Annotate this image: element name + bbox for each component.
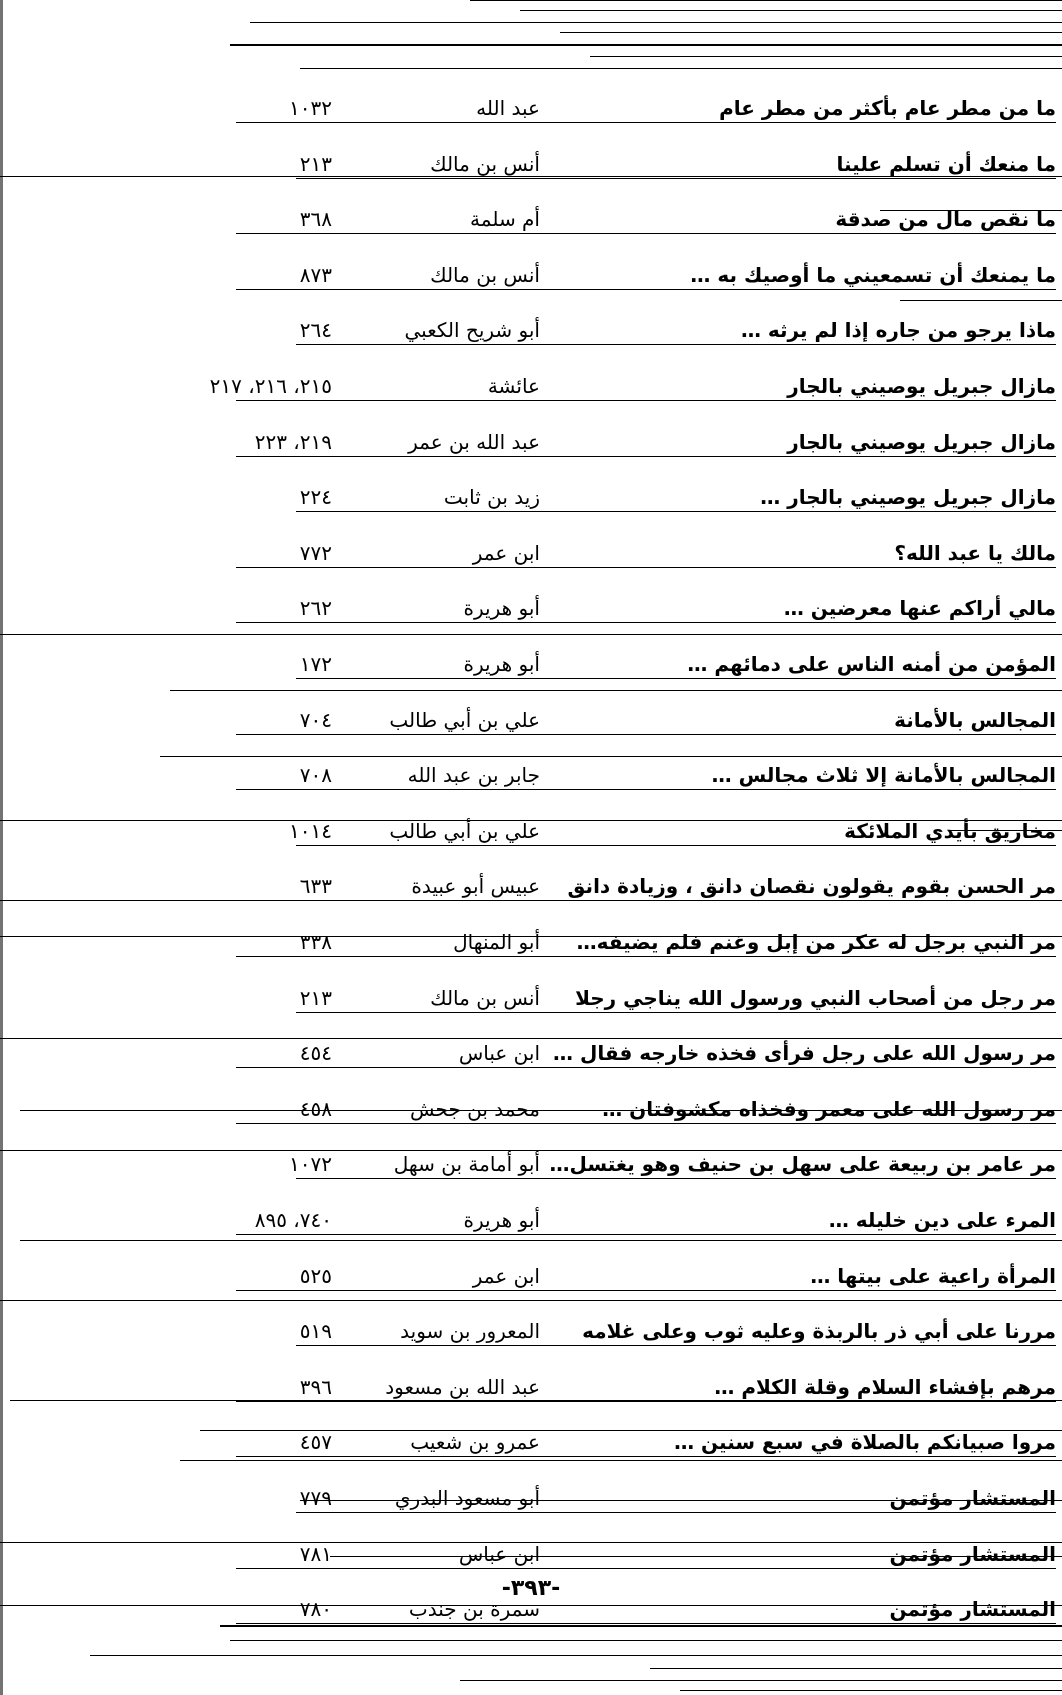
narrator-name: زيد بن ثابت — [443, 485, 540, 510]
hadith-text: مر رسول الله على معمر وفخذاه مكشوفتان … — [602, 1096, 1056, 1121]
reference-number: ٧٤٠، ٨٩٥ — [254, 1208, 332, 1232]
narrator-name: أنس بن مالك — [430, 262, 540, 287]
row-underline — [236, 122, 1056, 123]
reference-number: ٤٥٧ — [299, 1430, 332, 1455]
narrator-name: سمرة بن جندب — [408, 1597, 540, 1622]
scan-line — [680, 1690, 1062, 1691]
table-row — [0, 588, 1062, 628]
narrator-name: المعرور بن سويد — [400, 1319, 540, 1344]
narrator-name: علي بن أبي طالب — [389, 707, 540, 732]
narrator-name: عائشة — [487, 374, 540, 398]
row-underline — [296, 1012, 1056, 1013]
hadith-text: مالك يا عبد الله؟ — [894, 540, 1056, 565]
hadith-text: مخاريق بأيدي الملائكة — [844, 818, 1056, 843]
scan-line — [90, 1655, 1062, 1656]
row-underline — [236, 400, 1056, 401]
hadith-text: ماذا يرجو من جاره إذا لم يرثه … — [740, 318, 1056, 343]
reference-number: ٧٠٤ — [299, 707, 332, 732]
scan-line — [300, 68, 1062, 69]
narrator-name: عبيس أبو عبيدة — [411, 874, 540, 899]
hadith-text: مروا صبيانكم بالصلاة في سبع سنين … — [674, 1430, 1056, 1455]
reference-number: ٧٧٩ — [299, 1486, 332, 1510]
reference-number: ٥٢٥ — [299, 1263, 332, 1288]
hadith-text: المرء على دين خليله … — [828, 1208, 1056, 1232]
hadith-text: مر عامر بن ربيعة على سهل بن حنيف وهو يغتسل… — [549, 1152, 1056, 1177]
scan-line — [650, 1668, 1062, 1669]
scan-line — [230, 1640, 1062, 1641]
table-row — [0, 310, 1062, 350]
reference-number: ٢١٣ — [299, 985, 332, 1010]
hadith-text: مر رسول الله على رجل فرأى فخذه خارجه فقال … — [553, 1041, 1056, 1066]
scan-line — [250, 22, 1062, 23]
hadith-text: المؤمن من أمنه الناس على دمائهم … — [687, 652, 1056, 676]
reference-number: ٧٧٢ — [299, 540, 332, 565]
table-row — [0, 1478, 1062, 1518]
table-row — [0, 1033, 1062, 1073]
hadith-text: مازال جبريل يوصيني بالجار — [787, 429, 1056, 454]
scan-line — [460, 1680, 1062, 1681]
hadith-text: مرهم بإفشاء السلام وقلة الكلام … — [714, 1374, 1056, 1399]
page-number: -٣٩٣- — [501, 1576, 561, 1601]
reference-number: ١٧٢ — [299, 652, 332, 676]
table-row — [0, 1144, 1062, 1184]
table-row — [0, 1367, 1062, 1407]
row-underline — [236, 1290, 1056, 1291]
scan-line — [20, 1240, 1062, 1241]
row-underline — [236, 1401, 1056, 1402]
table-row — [0, 88, 1062, 128]
row-underline — [296, 1512, 1056, 1513]
table-row — [0, 700, 1062, 740]
row-underline — [236, 956, 1056, 957]
narrator-name: أبو هريرة — [463, 1208, 540, 1232]
scan-line — [560, 32, 1062, 33]
row-underline — [236, 622, 1056, 623]
narrator-name: علي بن أبي طالب — [389, 818, 540, 843]
row-underline — [296, 511, 1056, 512]
hadith-text: مازال جبريل يوصيني بالجار — [787, 374, 1056, 398]
narrator-name: أنس بن مالك — [430, 985, 540, 1010]
row-underline — [236, 567, 1056, 568]
reference-number: ٢١٣ — [299, 151, 332, 176]
row-underline — [236, 1568, 1056, 1569]
narrator-name: ابن عمر — [472, 1263, 540, 1288]
row-underline — [236, 1623, 1056, 1624]
scan-line — [900, 300, 1062, 301]
hadith-text: ما نقص مال من صدقة — [835, 207, 1056, 232]
row-underline — [296, 678, 1056, 679]
reference-number: ١٠١٤ — [289, 818, 332, 843]
reference-number: ٨٧٣ — [299, 262, 332, 287]
row-underline — [236, 900, 1056, 901]
row-underline — [236, 456, 1056, 457]
row-underline — [296, 1345, 1056, 1346]
row-underline — [236, 789, 1056, 790]
hadith-text: مالي أراكم عنها معرضين … — [783, 596, 1056, 621]
table-row — [0, 199, 1062, 239]
reference-number: ٢٦٤ — [299, 318, 332, 343]
table-row — [0, 422, 1062, 462]
scan-line — [0, 634, 1062, 635]
table-row — [0, 922, 1062, 962]
narrator-name: أم سلمة — [470, 207, 540, 232]
row-underline — [236, 1456, 1056, 1457]
hadith-text: مر النبي برجل له عكر من إبل وغنم فلم يضيفه… — [576, 930, 1056, 954]
hadith-text: مررنا على أبي ذر بالربذة وعليه ثوب وعلى غلامه — [582, 1319, 1056, 1344]
table-row — [0, 1422, 1062, 1462]
row-underline — [236, 734, 1056, 735]
hadith-text: مر رجل من أصحاب النبي ورسول الله يناجي رجلا — [575, 985, 1056, 1010]
reference-number: ٤٥٤ — [299, 1041, 332, 1066]
table-row — [0, 255, 1062, 295]
table-row — [0, 477, 1062, 517]
row-underline — [296, 178, 1056, 179]
hadith-text: مر الحسن بقوم يقولون نقصان دانق ، وزيادة دانق — [567, 874, 1056, 899]
scan-line — [470, 0, 1062, 1]
scan-line — [230, 44, 1062, 46]
reference-number: ٧٨١ — [299, 1541, 332, 1566]
reference-number: ٢٦٢ — [299, 596, 332, 621]
row-underline — [236, 289, 1056, 290]
hadith-text: المستشار مؤتمن — [889, 1541, 1056, 1566]
row-underline — [296, 1178, 1056, 1179]
table-row — [0, 1200, 1062, 1240]
narrator-name: عمرو بن شعيب — [410, 1430, 540, 1455]
reference-number: ٥١٩ — [299, 1319, 332, 1344]
narrator-name: عبد الله بن عمر — [408, 429, 540, 454]
reference-number: ٦٣٣ — [299, 874, 332, 899]
narrator-name: أنس بن مالك — [430, 151, 540, 176]
hadith-text: ما من مطر عام بأكثر من مطر عام — [719, 96, 1056, 120]
hadith-text: المجالس بالأمانة — [894, 707, 1056, 732]
hadith-text: المستشار مؤتمن — [889, 1597, 1056, 1622]
reference-number: ٤٥٨ — [299, 1096, 332, 1121]
hadith-text: ما يمنعك أن تسمعيني ما أوصيك به … — [690, 262, 1056, 287]
table-row — [0, 811, 1062, 851]
narrator-name: أبو أمامة بن سهل — [393, 1152, 540, 1177]
reference-number: ٧٨٠ — [299, 1597, 332, 1622]
narrator-name: أبو هريرة — [463, 596, 540, 621]
reference-number: ٢١٥، ٢١٦، ٢١٧ — [209, 374, 332, 398]
reference-number: ١٠٧٢ — [289, 1152, 332, 1177]
narrator-name: أبو شريح الكعبي — [404, 318, 540, 343]
narrator-name: ابن عباس — [458, 1541, 540, 1566]
hadith-text: المرأة راعية على بيتها … — [810, 1263, 1056, 1288]
row-underline — [236, 1067, 1056, 1068]
row-underline — [296, 845, 1056, 846]
narrator-name: أبو مسعود البدري — [394, 1486, 540, 1510]
table-row — [0, 1311, 1062, 1351]
scan-line — [0, 1300, 1062, 1301]
scan-line — [170, 690, 1062, 691]
narrator-name: أبو المنهال — [453, 930, 540, 954]
table-row — [0, 978, 1062, 1018]
table-row — [0, 1256, 1062, 1296]
narrator-name: عبد الله — [476, 96, 540, 120]
table-row — [0, 1534, 1062, 1574]
table-row — [0, 644, 1062, 684]
narrator-name: ابن عمر — [472, 540, 540, 565]
table-row — [0, 866, 1062, 906]
scan-line — [590, 56, 1062, 57]
row-underline — [236, 1234, 1056, 1235]
row-underline — [236, 1123, 1056, 1124]
table-row — [0, 1089, 1062, 1129]
hadith-text: المستشار مؤتمن — [889, 1486, 1056, 1510]
table-row — [0, 533, 1062, 573]
reference-number: ١٠٣٢ — [289, 96, 332, 120]
hadith-text: مازال جبريل يوصيني بالجار … — [760, 485, 1056, 510]
reference-number: ٣٣٨ — [299, 930, 332, 954]
narrator-name: جابر بن عبد الله — [407, 763, 540, 788]
reference-number: ٢٢٤ — [299, 485, 332, 510]
hadith-text: ما منعك أن تسلم علينا — [836, 151, 1056, 176]
reference-number: ٧٠٨ — [299, 763, 332, 788]
narrator-name: أبو هريرة — [463, 652, 540, 676]
hadith-text: المجالس بالأمانة إلا ثلاث مجالس … — [711, 763, 1056, 788]
table-row — [0, 366, 1062, 406]
scan-line — [520, 10, 1062, 11]
reference-number: ٣٩٦ — [299, 1374, 332, 1399]
row-underline — [296, 344, 1056, 345]
narrator-name: عبد الله بن مسعود — [385, 1374, 540, 1399]
reference-number: ٢١٩، ٢٢٣ — [254, 429, 332, 454]
table-row — [0, 755, 1062, 795]
narrator-name: محمد بن جحش — [410, 1096, 540, 1121]
narrator-name: ابن عباس — [458, 1041, 540, 1066]
reference-number: ٣٦٨ — [299, 207, 332, 232]
table-row — [0, 144, 1062, 184]
row-underline — [236, 233, 1056, 234]
